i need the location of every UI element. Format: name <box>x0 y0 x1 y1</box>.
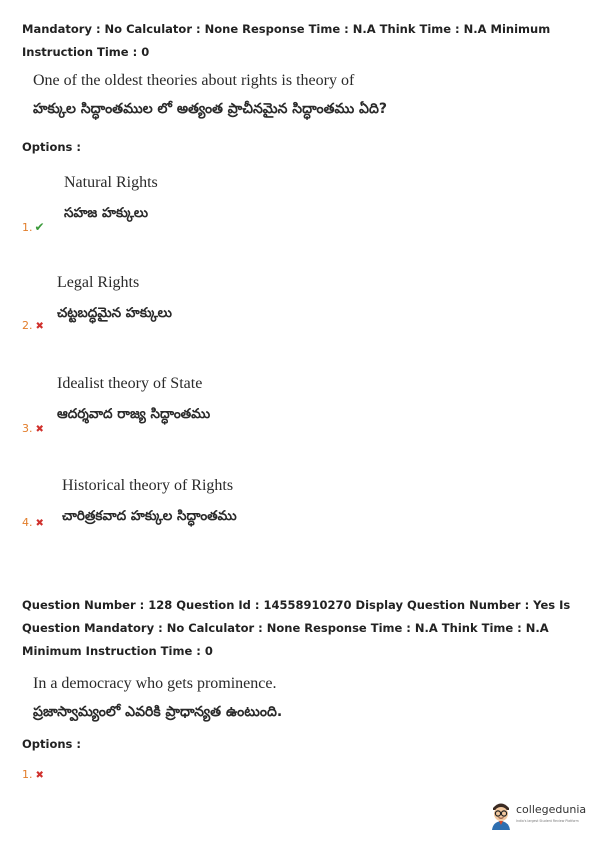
question-meta: Mandatory : No Calculator : None Response Time : N.A Think Time : N.A Minimum Instruction Time : 0 <box>22 22 551 59</box>
mascot-icon <box>488 798 514 830</box>
option-number-label: 1. <box>22 221 33 234</box>
collegedunia-logo <box>488 798 588 832</box>
option-2-telugu: చట్టబద్ధమైన హక్కులు <box>57 305 172 321</box>
option-number-label: 2. <box>22 319 33 332</box>
option-1-english: Natural Rights <box>64 174 158 191</box>
cross-icon: ✖ <box>35 518 44 529</box>
option-1-number <box>22 768 44 781</box>
question-text-english: In a democracy who gets prominence. <box>33 675 277 692</box>
check-icon: ✔ <box>34 220 45 234</box>
option-number-label: 3. <box>22 422 33 435</box>
options-label: Options : <box>22 140 81 154</box>
option-1-telugu: సహజ హక్కులు <box>64 205 149 221</box>
option-3-english: Idealist theory of State <box>57 375 203 392</box>
option-2-english: Legal Rights <box>57 274 140 291</box>
option-3-number <box>22 422 44 435</box>
question-text-english: One of the oldest theories about rights is theory of <box>33 72 355 89</box>
cross-icon: ✖ <box>35 321 44 332</box>
logo-tagline: India's largest Student Review Platform <box>516 819 579 823</box>
cross-icon: ✖ <box>35 770 44 781</box>
option-4-english: Historical theory of Rights <box>62 477 234 494</box>
question-text-telugu: ప్రజాస్వామ్యంలో ఎవరికి ప్రాధాన్యత ఉంటుంది. <box>33 704 283 720</box>
option-2-number <box>22 319 44 332</box>
question-text-telugu: హక్కుల సిద్ధాంతముల లో అత్యంత ప్రాచీనమైన సిద్ధాంతము ఏది? <box>33 101 388 117</box>
option-number-label: 1. <box>22 768 33 781</box>
option-3-telugu: ఆదర్శవాద రాజ్య సిద్ధాంతము <box>57 406 211 422</box>
option-4-number <box>22 516 44 529</box>
option-1-number <box>22 220 45 234</box>
option-number-label: 4. <box>22 516 33 529</box>
question-header: Question Number : 128 Question Id : 14558910270 Display Question Number : Yes Is Question Mandatory : No Calculator : None Response Time : N.A Think Time : N.A Minimum Instruction Time : 0 <box>22 598 571 658</box>
logo-name: collegedunia <box>516 803 587 816</box>
options-label: Options : <box>22 737 81 751</box>
cross-icon: ✖ <box>35 424 44 435</box>
option-4-telugu: చారిత్రకవాద హక్కుల సిద్ధాంతము <box>62 508 237 524</box>
